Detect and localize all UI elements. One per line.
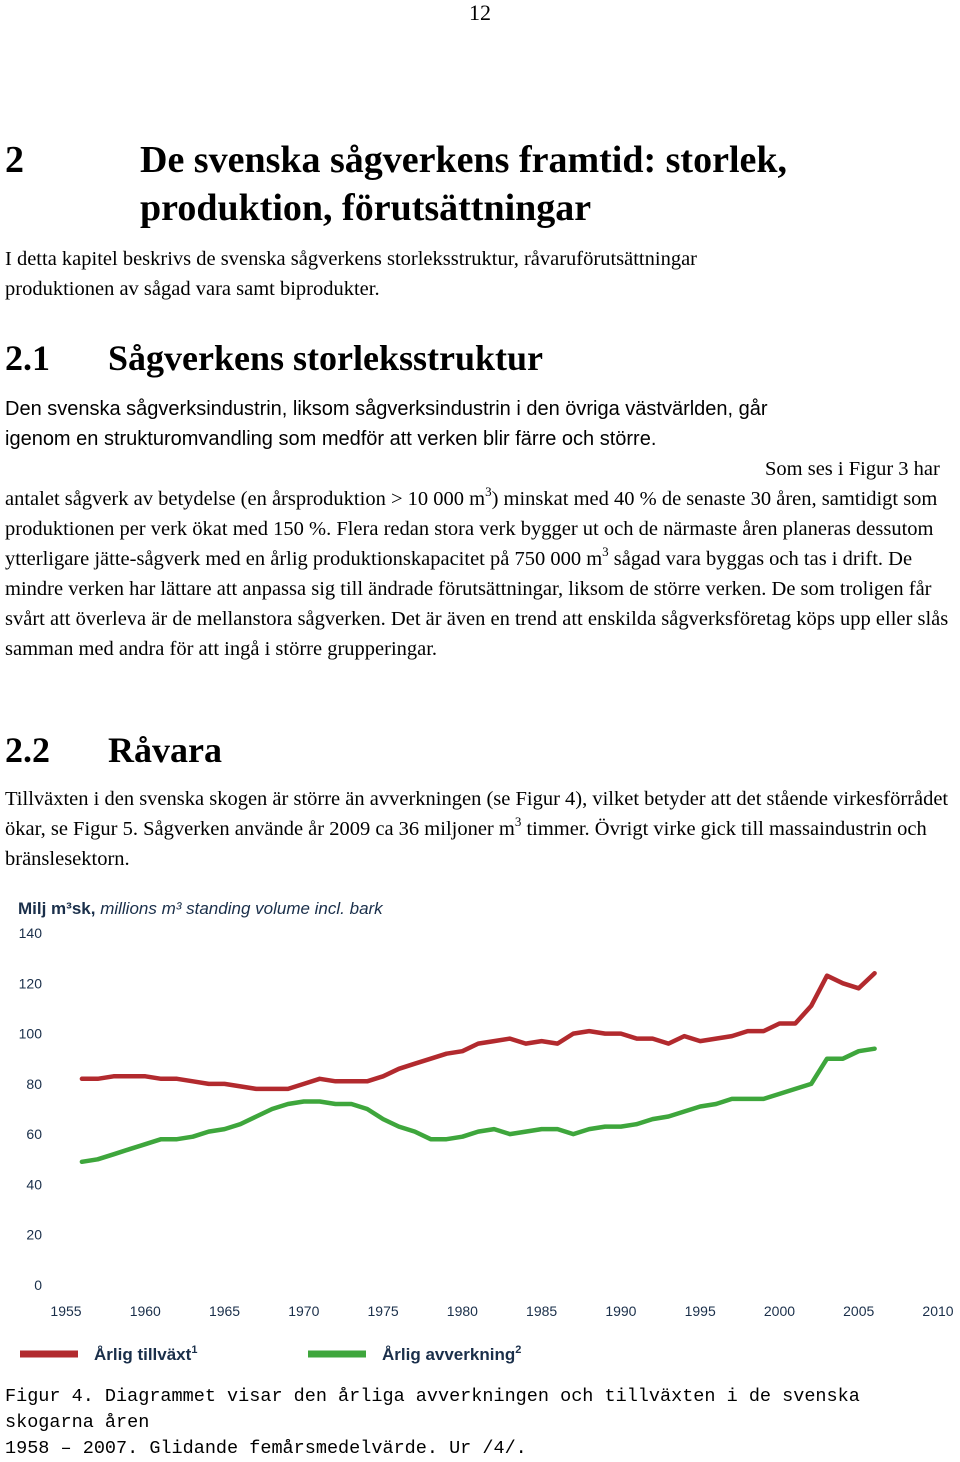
legend-label-footnote: 2 (515, 1344, 522, 1356)
superscript: 3 (514, 814, 522, 829)
x-tick-label: 1960 (129, 1303, 161, 1319)
section-2-1-paragraph (5, 454, 950, 664)
para-part-a: Tillväxten i den svenska skogen är större än avverkningen (se Figur 4), vilket betyder att det stående virkesförrådet ökar, se Figur 5. Sågverken använde år 2009 ca 36 miljoner m (5, 788, 949, 840)
y-tick-label: 40 (26, 1176, 42, 1193)
legend-label-text: Årlig avverkning (382, 1345, 516, 1364)
legend-label (382, 1344, 521, 1364)
intro-paragraph (5, 244, 950, 304)
legend-label-footnote: 1 (191, 1344, 198, 1356)
y-tick-label: 60 (26, 1126, 42, 1143)
section-number: 2.2 (5, 730, 50, 770)
section-2-2-paragraph (5, 784, 950, 874)
superscript: 3 (602, 544, 609, 559)
series-line-2 (82, 1049, 875, 1162)
x-tick-label: 1985 (526, 1303, 558, 1319)
x-tick-label: 1975 (367, 1303, 399, 1319)
superscript: 3 (485, 484, 492, 499)
figure-caption (5, 1384, 950, 1462)
intro-line-2: produktionen av sågad vara samt biprodukter. (5, 278, 380, 300)
x-tick-label: 1965 (208, 1303, 241, 1319)
section-2-1-sans-text (5, 394, 950, 454)
series-line-1 (82, 973, 875, 1089)
y-tick-label: 0 (34, 1277, 42, 1293)
sans-line-2: igenom en strukturomvandling som medför att verken blir färre och större. (5, 428, 657, 450)
y-tick-label: 100 (18, 1025, 42, 1042)
section-title: Sågverkens storleksstruktur (108, 338, 544, 378)
x-tick-label: 2000 (763, 1303, 796, 1319)
para-part-c: sågad vara byggas och tas i drift. De mindre verken har lättare att anpassa sig till ändrade förutsättningar, liksom de större verken. De som troligen får svårt att överleva är de mellanstora sågverken. Det är även en trend att enskilda sågverksföretag köps upp eller slås samman med andra för att ingå i större grupperingar. (5, 548, 949, 660)
chapter-number: 2 (5, 139, 24, 181)
x-tick-label: 1970 (288, 1303, 320, 1319)
sans-line-1: Den svenska sågverksindustrin, liksom sågverksindustrin i den övriga västvärlden, går (5, 398, 768, 420)
caption-line-2: 1958 – 2007. Glidande femårsmedelvärde. Ur /4/. (5, 1438, 527, 1459)
x-tick-label: 2010 (922, 1303, 954, 1319)
y-tick-label: 120 (18, 975, 42, 992)
legend-label (94, 1344, 197, 1364)
page-number: 12 (469, 0, 491, 25)
para-part-b: ) minskat med 40 % de senaste 30 åren, samtidigt som produktionen per verk ökat med 150 %. Flera redan stora verk bygger ut och de närmaste åren planeras dessutom ytterligare jätte-sågverk med en årlig produktionskapacitet på 750 000 m (5, 488, 938, 570)
x-tick-label: 2005 (843, 1303, 875, 1319)
x-tick-label: 1995 (684, 1303, 716, 1319)
para-part-a: Som ses i Figur 3 har antalet sågverk av betydelse (en årsproduktion > 10 000 m (5, 458, 940, 510)
chart-title-unit: Milj m³sk, (18, 899, 101, 918)
intro-line-1: I detta kapitel beskrivs de svenska sågverkens storleksstruktur, råvaruförutsättningar (5, 248, 697, 270)
x-tick-label: 1980 (446, 1303, 478, 1319)
chart-title-description: millions m³ standing volume incl. bark (100, 899, 383, 918)
chapter-title: De svenska sågverkens framtid: storlek, produktion, förutsättningar (140, 139, 788, 229)
y-tick-label: 20 (26, 1226, 42, 1243)
x-tick-label: 1955 (50, 1303, 82, 1319)
caption-line-1: Figur 4. Diagrammet visar den årliga avverkningen och tillväxten i de svenska skogarna åren (5, 1386, 860, 1433)
legend-label-text: Årlig tillväxt (94, 1345, 192, 1364)
chart-title (18, 899, 384, 918)
y-tick-label: 80 (26, 1075, 42, 1092)
figure-4-chart (0, 888, 960, 1378)
x-tick-label: 1990 (605, 1303, 637, 1319)
section-number: 2.1 (5, 338, 50, 378)
para-part-b: timmer. Övrigt virke gick till massaindustrin och bränslesektorn. (5, 818, 927, 870)
section-title: Råvara (108, 730, 222, 770)
y-tick-label: 140 (18, 925, 42, 941)
